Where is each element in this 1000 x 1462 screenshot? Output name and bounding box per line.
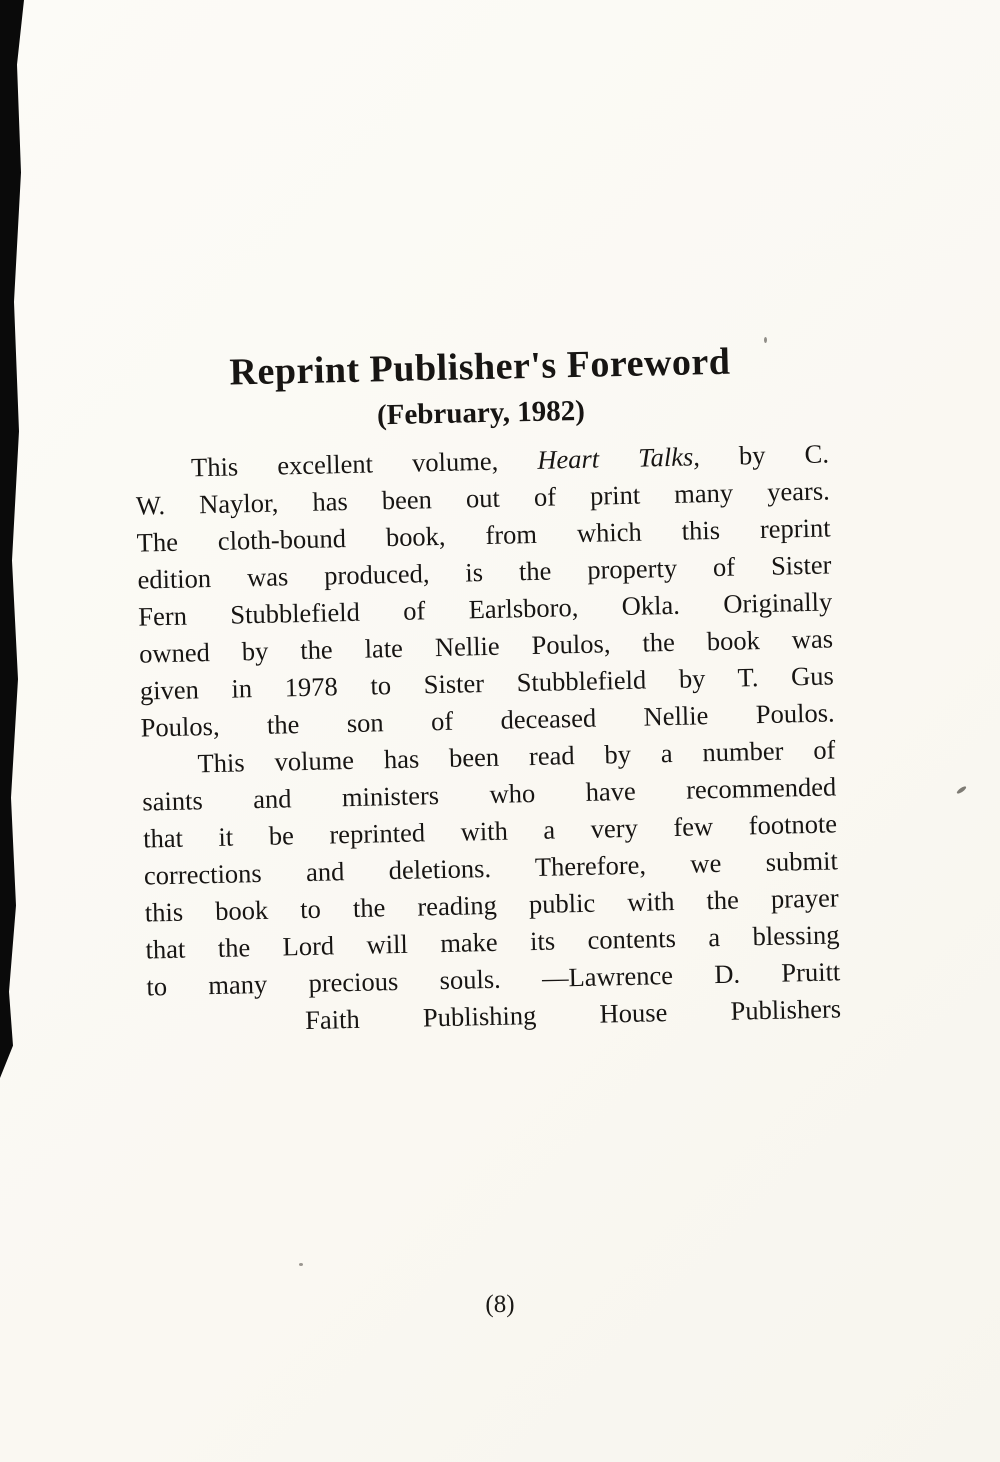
- page-number: (8): [485, 1291, 515, 1318]
- foreword-body: [135, 435, 842, 1042]
- foreword-date-subtitle: (February, 1982): [376, 394, 586, 432]
- text-line: saints and ministers who have recommended: [142, 771, 837, 817]
- text-line: W. Naylor, has been out of print many years.: [135, 475, 831, 521]
- scan-speck: [956, 785, 967, 795]
- text-line: owned by the late Nellie Poulos, the book was: [138, 623, 834, 669]
- foreword-title: Reprint Publisher's Foreword: [229, 340, 731, 394]
- text-line: this book to the reading public with the prayer: [144, 882, 839, 928]
- text-line: This volume has been read by a number of: [197, 734, 836, 779]
- scan-artifact-left-edge: [0, 0, 30, 1078]
- text-line: that it be reprinted with a very few footnote: [142, 808, 838, 854]
- text-line: corrections and deletions. Therefore, we submit: [143, 845, 839, 891]
- book-title-italic: Heart Talks,: [536, 441, 701, 475]
- text-line: Fern Stubblefield of Earlsboro, Okla. Originally: [137, 586, 833, 632]
- scan-speck: [299, 1263, 303, 1266]
- text-line: that the Lord will make its contents a blessing: [145, 919, 840, 965]
- text-line: to many precious souls. —Lawrence D. Pruitt: [146, 956, 841, 1002]
- text-segment: This excellent volume,: [190, 444, 538, 483]
- text-line: The cloth-bound book, from which this reprint: [136, 512, 831, 558]
- text-line: edition was produced, is the property of Sister: [137, 549, 832, 595]
- paragraph-1: [135, 435, 835, 746]
- page-content: [133, 338, 842, 1043]
- text-line: given in 1978 to Sister Stubblefield by T. Gus: [139, 660, 835, 706]
- publisher-line: Faith Publishing House Publishers: [304, 993, 842, 1036]
- text-line: Poulos, the son of deceased Nellie Poulos.: [140, 697, 835, 743]
- paragraph-2: [141, 731, 841, 1042]
- text-segment: by C.: [699, 438, 830, 472]
